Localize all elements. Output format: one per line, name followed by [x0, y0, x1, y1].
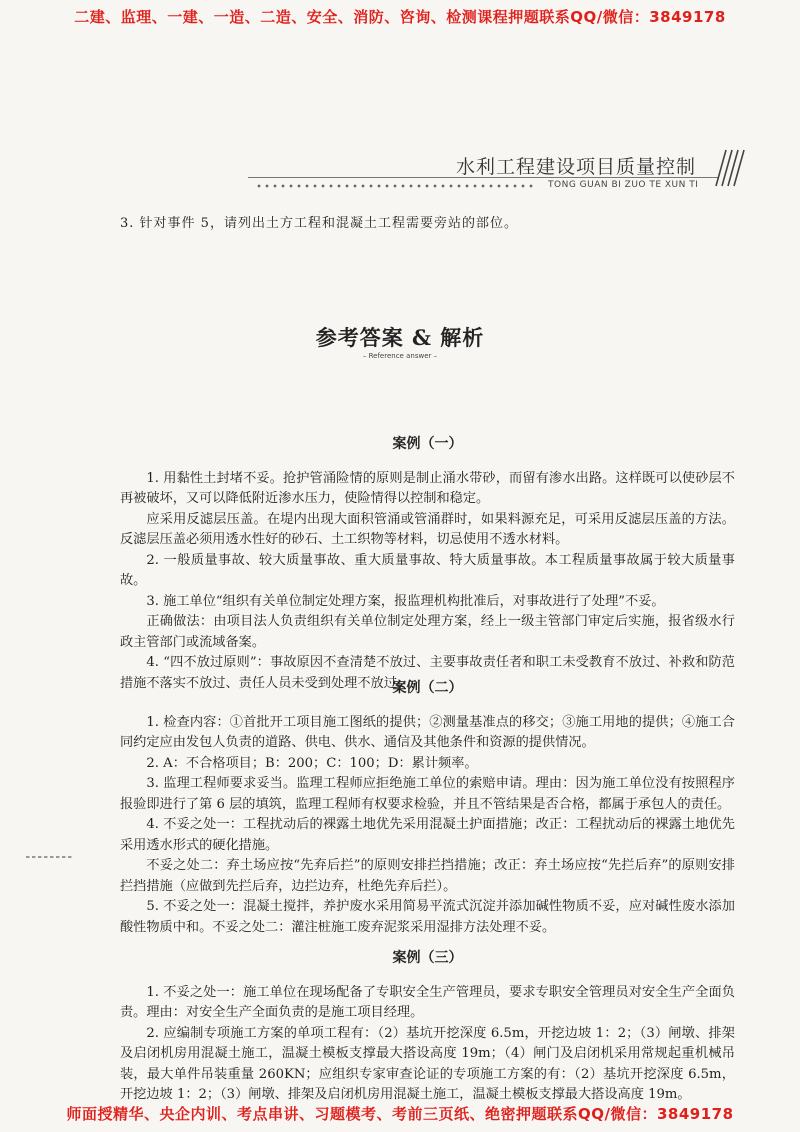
case-2-paragraph: 5. 不妥之处一：混凝土搅拌，养护废水采用简易平流式沉淀并添加碱性物质不妥，应对碱性废水添加酸性物质中和。不妥之处二：灌注桩施工废弃泥浆采用湿排方法处理不妥。: [120, 899, 735, 935]
header-dots-decoration: [255, 184, 535, 188]
case-1-paragraph: 2. 一般质量事故、较大质量事故、重大质量事故、特大质量事故。本工程质量事故属于较大质量事故。: [120, 552, 735, 588]
case-1-paragraph: 4. “四不放过原则”：事故原因不查清楚不放过、主要事故责任者和职工未受教育不放过、补救和防范措施不落实不放过、责任人员未受到处理不放过。: [120, 655, 735, 691]
case-1-paragraph: 正确做法：由项目法人负责组织有关单位制定处理方案，经上一级主管部门审定后实施，报省级水行政主管部门或流域备案。: [120, 614, 735, 650]
case-2-title: 案例（二）: [392, 680, 463, 696]
case-2-paragraph: 1. 检查内容：①首批开工项目施工图纸的提供；②测量基准点的移交；③施工用地的提供；④施工合同约定应由发包人负责的道路、供电、供水、通信及其他条件和资源的提供情况。: [120, 714, 735, 750]
case-3-paragraph: 2. 应编制专项施工方案的单项工程有：（2）基坑开挖深度 6.5m，开挖边坡 1：2；（3）闸墩、排架及启闭机房用混凝土施工，温凝土模板支撑最大搭设高度 19m；（4）闸门及启闭机采用常规起重机械吊装，最大单件吊装重量 260KN；应组织专家审查论证的专项施工方案的有：（2）基坑开挖深度 6.5m，开挖边坡 1：2；（3）闸墩、排架及启闭机房用混凝土施工，温凝土模板支撑最大搭设高度 19m。: [120, 1025, 735, 1102]
case-2-paragraph: 2. A：不合格项目；B：200；C：100；D：累计频率。: [146, 755, 478, 771]
margin-mark: [26, 856, 72, 858]
case-3-paragraph: 1. 不妥之处一：施工单位在现场配备了专职安全生产管理员，要求专职安全管理员对安全生产全面负责。理由：对安全生产全面负责的是施工项目经理。: [120, 984, 735, 1020]
case-2-paragraph: 不妥之处二：弃土场应按“先弃后拦”的原则安排拦挡措施；改正：弃土场应按“先拦后弃”的原则安排拦挡措施（应做到先拦后弃，边拦边弃，杜绝先弃后拦）。: [120, 858, 735, 894]
question-3: 3. 针对事件 5，请列出土方工程和混凝土工程需要旁站的部位。: [120, 216, 518, 231]
case-2-block: [120, 668, 735, 938]
case-2-paragraph: 3. 监理工程师要求妥当。监理工程师应拒绝施工单位的索赔申请。理由：因为施工单位没有按照程序报验即进行了第 6 层的填筑，监理工程师有权要求检验，并且不管结果是否合格，都属于承包人的责任。: [120, 776, 735, 812]
case-3-block: [120, 938, 735, 1106]
top-promo-banner: 二建、监理、一建、一造、二造、安全、消防、咨询、检测课程押题联系QQ/微信：3849178: [74, 8, 726, 26]
case-2-paragraph: 4. 不妥之处一：工程扰动后的裸露土地优先采用混凝土护面措施；改正：工程扰动后的裸露土地优先采用透水形式的硬化措施。: [120, 817, 735, 853]
header-stripes-decoration: [712, 148, 746, 188]
case-1-block: [120, 424, 735, 694]
bottom-promo-banner: 师面授精华、央企内训、考点串讲、习题模考、考前三页纸、绝密押题联系QQ/微信：3849178: [66, 1105, 734, 1123]
case-3-title: 案例（三）: [392, 950, 463, 966]
case-1-title: 案例（一）: [392, 436, 463, 452]
answer-section-title: 参考答案 & 解析: [315, 325, 485, 350]
page-header-title: 水利工程建设项目质量控制: [456, 156, 697, 178]
page-header-subtitle: TONG GUAN BI ZUO TE XUN TI: [548, 180, 699, 190]
answer-section-subtitle: – Reference answer –: [362, 352, 438, 360]
case-1-paragraph: 3. 施工单位“组织有关单位制定处理方案，报监理机构批准后，对事故进行了处理”不妥。: [146, 593, 665, 609]
case-1-paragraph: 应采用反滤层压盖。在堤内出现大面积管涌或管涌群时，如果料源充足，可采用反滤层压盖的方法。反滤层压盖必须用透水性好的砂石、土工织物等材料，切忌使用不透水材料。: [120, 511, 735, 547]
case-1-paragraph: 1. 用黏性土封堵不妥。抢护管涌险情的原则是制止涌水带砂，而留有渗水出路。这样既可以使砂层不再被破坏，又可以降低附近渗水压力，使险情得以控制和稳定。: [120, 470, 735, 506]
